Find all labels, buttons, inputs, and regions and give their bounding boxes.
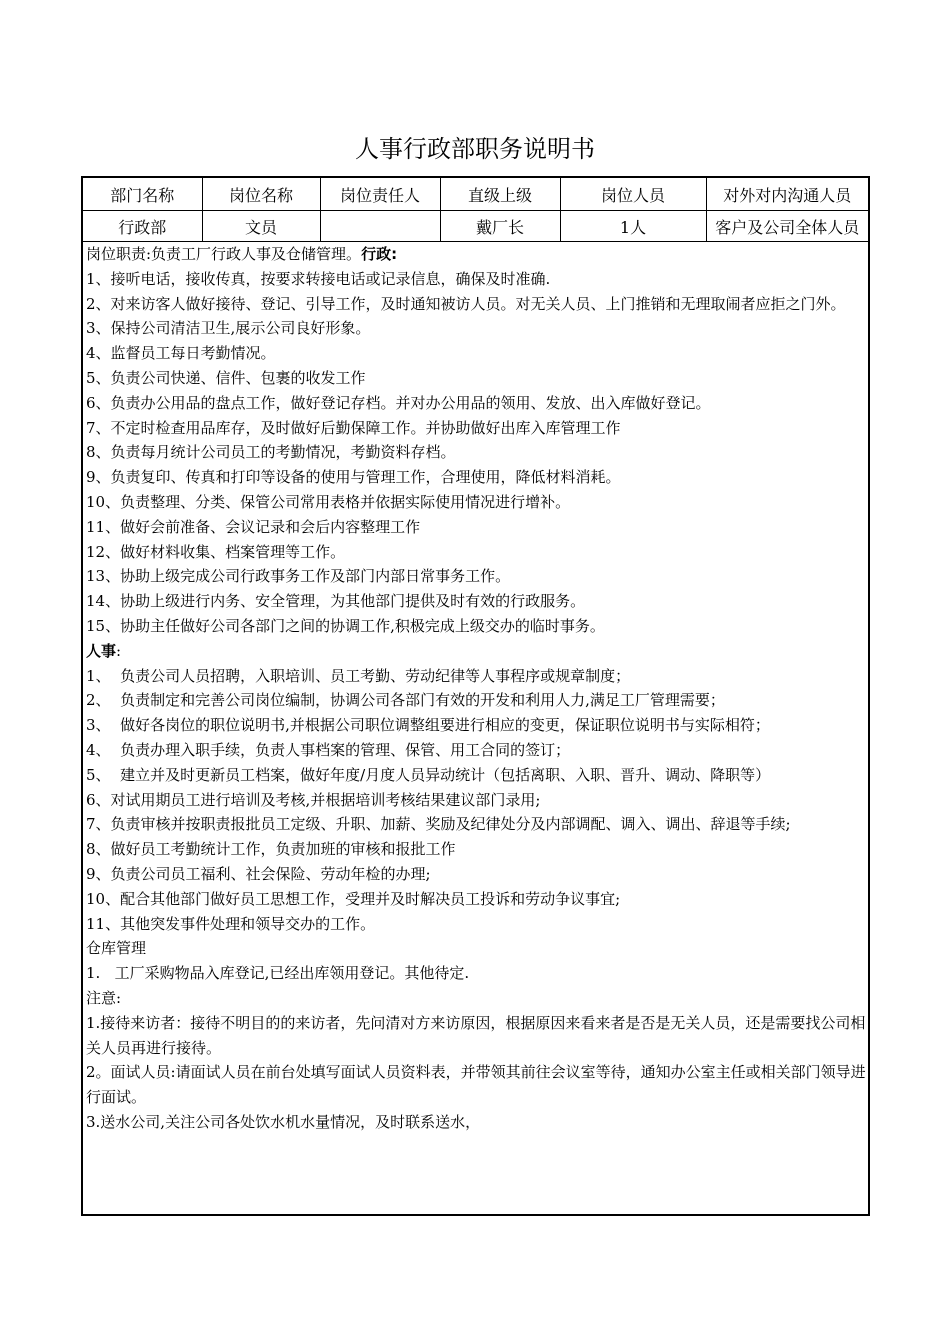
list-item: 11、做好会前准备、会议记录和会后内容整理工作: [86, 517, 421, 536]
duties-intro-text: 岗位职责:负责工厂行政人事及仓储管理。: [86, 245, 362, 263]
list-item: 1. 工厂采购物品入库登记,已经出库领用登记。其他待定.: [86, 964, 470, 983]
list-item: 13、协助上级完成公司行政事务工作及部门内部日常事务工作。: [86, 567, 511, 586]
duties-section: [83, 242, 868, 1135]
hr-heading-colon: :: [116, 641, 122, 660]
list-item: 3、 做好各岗位的职位说明书,并根据公司职位调整组要进行相应的变更，保证职位说明书与实际相符；: [86, 716, 770, 735]
list-item: 7、不定时检查用品库存，及时做好后勤保障工作。并协助做好出库入库管理工作: [86, 418, 621, 437]
list-item: 6、负责办公用品的盘点工作，做好登记存档。并对办公用品的领用、发放、出入库做好登记。: [86, 393, 711, 412]
notes-list: [86, 1011, 866, 1135]
duties-intro: [86, 242, 866, 267]
list-item: 10、配合其他部门做好员工思想工作，受理并及时解决员工投诉和劳动争议事宜;: [86, 889, 621, 908]
header-label-row: [83, 178, 868, 211]
list-item: 3.送水公司,关注公司各处饮水机水量情况，及时联系送水，: [86, 1112, 481, 1131]
list-item: 2、 负责制定和完善公司岗位编制，协调公司各部门有效的开发和利用人力,满足工厂管理需要；: [86, 691, 725, 710]
list-item: 9、负责公司员工福利、社会保险、劳动年检的办理;: [86, 864, 431, 883]
label-direct-superior: 直级上级: [440, 178, 560, 211]
list-item: 14、协助上级进行内务、安全管理，为其他部门提供及时有效的行政服务。: [86, 592, 586, 611]
list-item: 11、其他突发事件处理和领导交办的工作。: [86, 914, 376, 933]
list-item: 15、协助主任做好公司各部门之间的协调工作,积极完成上级交办的临时事务。: [86, 616, 605, 635]
value-staff-count: 1人: [560, 211, 706, 242]
list-item: 3、保持公司清洁卫生,展示公司良好形象。: [86, 319, 371, 338]
list-item: 4、监督员工每日考勤情况。: [86, 344, 276, 363]
hr-heading: [86, 639, 866, 664]
list-item: 5、负责公司快递、信件、包裹的收发工作: [86, 368, 366, 387]
warehouse-heading: 仓库管理: [86, 939, 147, 958]
list-item: 10、负责整理、分类、保管公司常用表格并依据实际使用情况进行增补。: [86, 492, 571, 511]
admin-heading: 行政:: [361, 245, 398, 263]
list-item: 6、对试用期员工进行培训及考核,并根据培训考核结果建议部门录用;: [86, 790, 541, 809]
label-contacts: 对外对内沟通人员: [706, 178, 868, 211]
value-department: 行政部: [83, 211, 202, 242]
list-item: 8、负责每月统计公司员工的考勤情况，考勤资料存档。: [86, 443, 456, 462]
list-item: 1、 负责公司人员招聘，入职培训、员工考勤、劳动纪律等人事程序或规章制度；: [86, 666, 631, 685]
list-item: 7、负责审核并按职责报批员工定级、升职、加薪、奖励及纪律处分及内部调配、调入、调出、辞退等手续;: [86, 815, 791, 834]
list-item: 1、接听电话，接收传真，按要求转接电话或记录信息，确保及时准确.: [86, 269, 551, 288]
admin-duties-list: [86, 267, 866, 639]
list-item: 2、对来访客人做好接待、登记、引导工作，及时通知被访人员。对无关人员、上门推销和无理取闹者应拒之门外。: [86, 294, 846, 313]
label-department: 部门名称: [83, 178, 202, 211]
value-direct-superior: 戴厂长: [440, 211, 560, 242]
header-table: [83, 178, 868, 242]
label-staff-count: 岗位人员: [560, 178, 706, 211]
hr-heading-text: 人事: [86, 641, 117, 660]
list-item: 12、做好材料收集、档案管理等工作。: [86, 542, 346, 561]
page-title: 人事行政部职务说明书: [355, 135, 595, 163]
list-item: 9、负责复印、传真和打印等设备的使用与管理工作，合理使用，降低材料消耗。: [86, 468, 621, 487]
value-contacts: 客户及公司全体人员: [706, 211, 868, 242]
list-item: 1.接待来访者：接待不明目的的来访者，先问清对方来访原因，根据原因来看来者是否是无关人员，还是需要找公司相关人员再进行接待。: [86, 1013, 866, 1057]
list-item: 8、做好员工考勤统计工作，负责加班的审核和报批工作: [86, 840, 456, 859]
value-position: 文员: [202, 211, 320, 242]
list-item: 2。面试人员:请面试人员在前台处填写面试人员资料表，并带领其前往会议室等待，通知办公室主任或相关部门领导进行面试。: [86, 1063, 866, 1107]
list-item: 5、 建立并及时更新员工档案，做好年度/月度人员异动统计（包括离职、入职、晋升、调动、降职等）: [86, 765, 771, 784]
notes-heading: 注意:: [86, 988, 122, 1007]
job-description-form: [81, 176, 870, 1216]
label-position: 岗位名称: [202, 178, 320, 211]
warehouse-list: [86, 961, 866, 986]
hr-duties-list: [86, 664, 866, 937]
header-value-row: [83, 211, 868, 242]
label-responsible-person: 岗位责任人: [320, 178, 440, 211]
list-item: 4、 负责办理入职手续，负责人事档案的管理、保管、用工合同的签订；: [86, 740, 571, 759]
value-responsible-person: [320, 211, 440, 242]
